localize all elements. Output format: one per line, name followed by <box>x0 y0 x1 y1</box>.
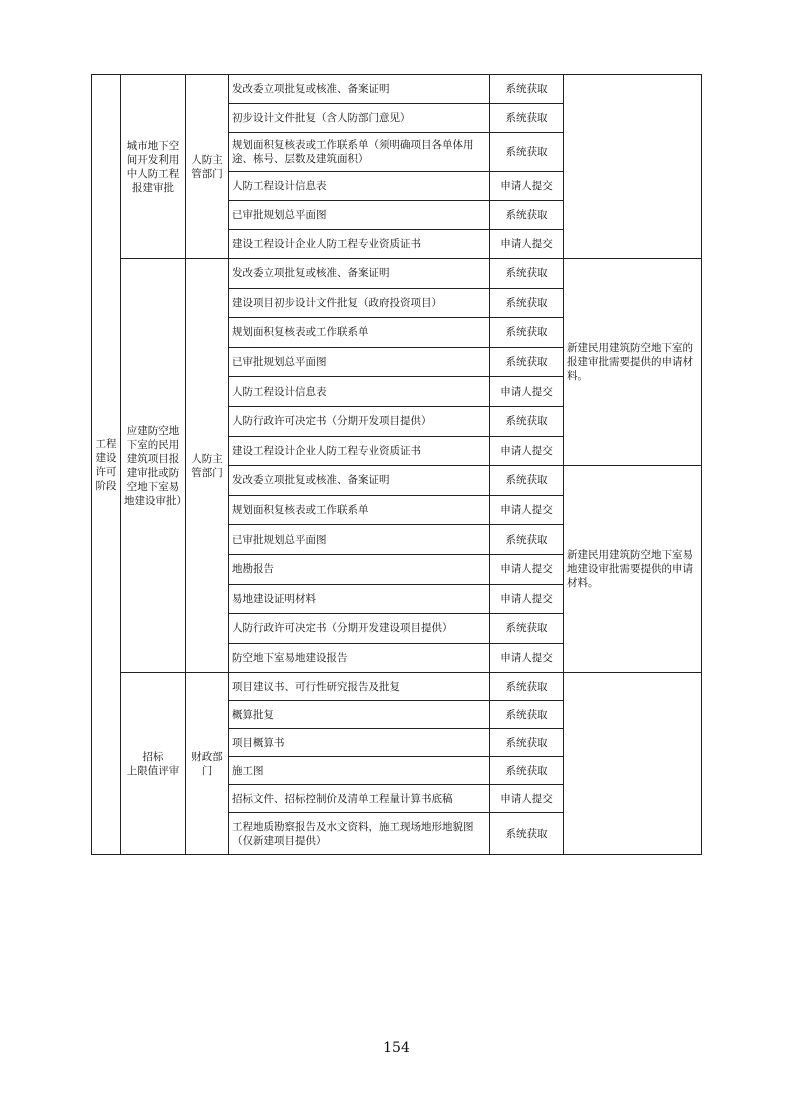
material-cell: 项目建议书、可行性研究报告及批复 <box>229 673 490 701</box>
material-cell: 发改委立项批复或核准、备案证明 <box>229 259 490 289</box>
material-cell: 人防工程设计信息表 <box>229 172 490 201</box>
dept-cell <box>186 673 229 855</box>
note-cell: 新建民用建筑防空地下室的报建审批需要提供的申请材料。 <box>564 259 702 466</box>
source-cell: 系统获取 <box>490 813 564 855</box>
material-cell: 项目概算书 <box>229 729 490 757</box>
source-cell: 系统获取 <box>490 347 564 377</box>
note-cell <box>564 75 702 259</box>
note-cell: 新建民用建筑防空地下室易地建设审批需要提供的申请材料。 <box>564 466 702 673</box>
table-row <box>92 259 702 289</box>
dept-cell <box>186 259 229 673</box>
source-cell: 申请人提交 <box>490 495 564 525</box>
source-cell: 系统获取 <box>490 466 564 496</box>
source-cell: 系统获取 <box>490 614 564 644</box>
source-cell: 申请人提交 <box>490 554 564 584</box>
table-row <box>92 75 702 104</box>
source-cell: 系统获取 <box>490 525 564 555</box>
material-cell: 初步设计文件批复（含人防部门意见） <box>229 104 490 133</box>
source-cell: 申请人提交 <box>490 172 564 201</box>
dept-label: 人防主管部门 <box>191 153 223 180</box>
item-label: 城市地下空间开发利用中人防工程报建审批 <box>126 139 180 194</box>
material-cell: 规划面积复核表或工作联系单 <box>229 318 490 348</box>
material-cell: 人防工程设计信息表 <box>229 377 490 407</box>
source-cell: 系统获取 <box>490 757 564 785</box>
source-cell: 系统获取 <box>490 729 564 757</box>
material-cell: 建设工程设计企业人防工程专业资质证书 <box>229 436 490 466</box>
source-cell: 系统获取 <box>490 318 564 348</box>
source-cell: 申请人提交 <box>490 785 564 813</box>
item-label: 上限值评审 <box>126 764 180 777</box>
source-cell: 申请人提交 <box>490 436 564 466</box>
item-cell <box>121 259 186 673</box>
material-cell: 招标文件、招标控制价及清单工程量计算书底稿 <box>229 785 490 813</box>
source-cell: 系统获取 <box>490 104 564 133</box>
source-cell: 申请人提交 <box>490 377 564 407</box>
dept-label: 财政部门 <box>191 750 223 777</box>
source-cell: 系统获取 <box>490 701 564 729</box>
material-cell: 施工图 <box>229 757 490 785</box>
stage-label: 工程建设许可阶段 <box>95 437 117 492</box>
material-cell: 易地建设证明材料 <box>229 584 490 614</box>
material-cell: 防空地下室易地建设报告 <box>229 643 490 673</box>
item-label: 招标 <box>142 750 164 763</box>
source-cell: 申请人提交 <box>490 643 564 673</box>
source-cell: 系统获取 <box>490 133 564 172</box>
source-cell: 系统获取 <box>490 201 564 230</box>
source-cell: 申请人提交 <box>490 230 564 259</box>
note-cell <box>564 673 702 855</box>
source-cell: 申请人提交 <box>490 584 564 614</box>
materials-table <box>91 74 702 855</box>
material-cell: 人防行政许可决定书（分期开发项目提供） <box>229 406 490 436</box>
material-cell: 工程地质勘察报告及水文资料，施工现场地形地貌图（仅新建项目提供） <box>229 813 490 855</box>
material-cell: 规划面积复核表或工作联系单（须明确项目各单体用途、栋号、层数及建筑面积） <box>229 133 490 172</box>
dept-cell <box>186 75 229 259</box>
source-cell: 系统获取 <box>490 75 564 104</box>
material-cell: 建设项目初步设计文件批复（政府投资项目） <box>229 288 490 318</box>
source-cell: 系统获取 <box>490 288 564 318</box>
item-label: 应建防空地下室的民用建筑项目报建审批或防空地下室易地建设审批） <box>124 424 187 507</box>
material-cell: 已审批规划总平面图 <box>229 525 490 555</box>
material-cell: 发改委立项批复或核准、备案证明 <box>229 466 490 496</box>
material-cell: 已审批规划总平面图 <box>229 201 490 230</box>
page-number: 154 <box>383 1040 410 1056</box>
material-cell: 概算批复 <box>229 701 490 729</box>
material-cell: 已审批规划总平面图 <box>229 347 490 377</box>
table-row <box>92 673 702 701</box>
material-cell: 发改委立项批复或核准、备案证明 <box>229 75 490 104</box>
source-cell: 系统获取 <box>490 259 564 289</box>
material-cell: 人防行政许可决定书（分期开发建设项目提供） <box>229 614 490 644</box>
dept-label: 人防主管部门 <box>191 452 223 479</box>
material-cell: 地勘报告 <box>229 554 490 584</box>
source-cell: 系统获取 <box>490 673 564 701</box>
item-cell <box>121 673 186 855</box>
source-cell: 系统获取 <box>490 406 564 436</box>
material-cell: 规划面积复核表或工作联系单 <box>229 495 490 525</box>
item-cell <box>121 75 186 259</box>
stage-cell <box>92 75 121 855</box>
material-cell: 建设工程设计企业人防工程专业资质证书 <box>229 230 490 259</box>
